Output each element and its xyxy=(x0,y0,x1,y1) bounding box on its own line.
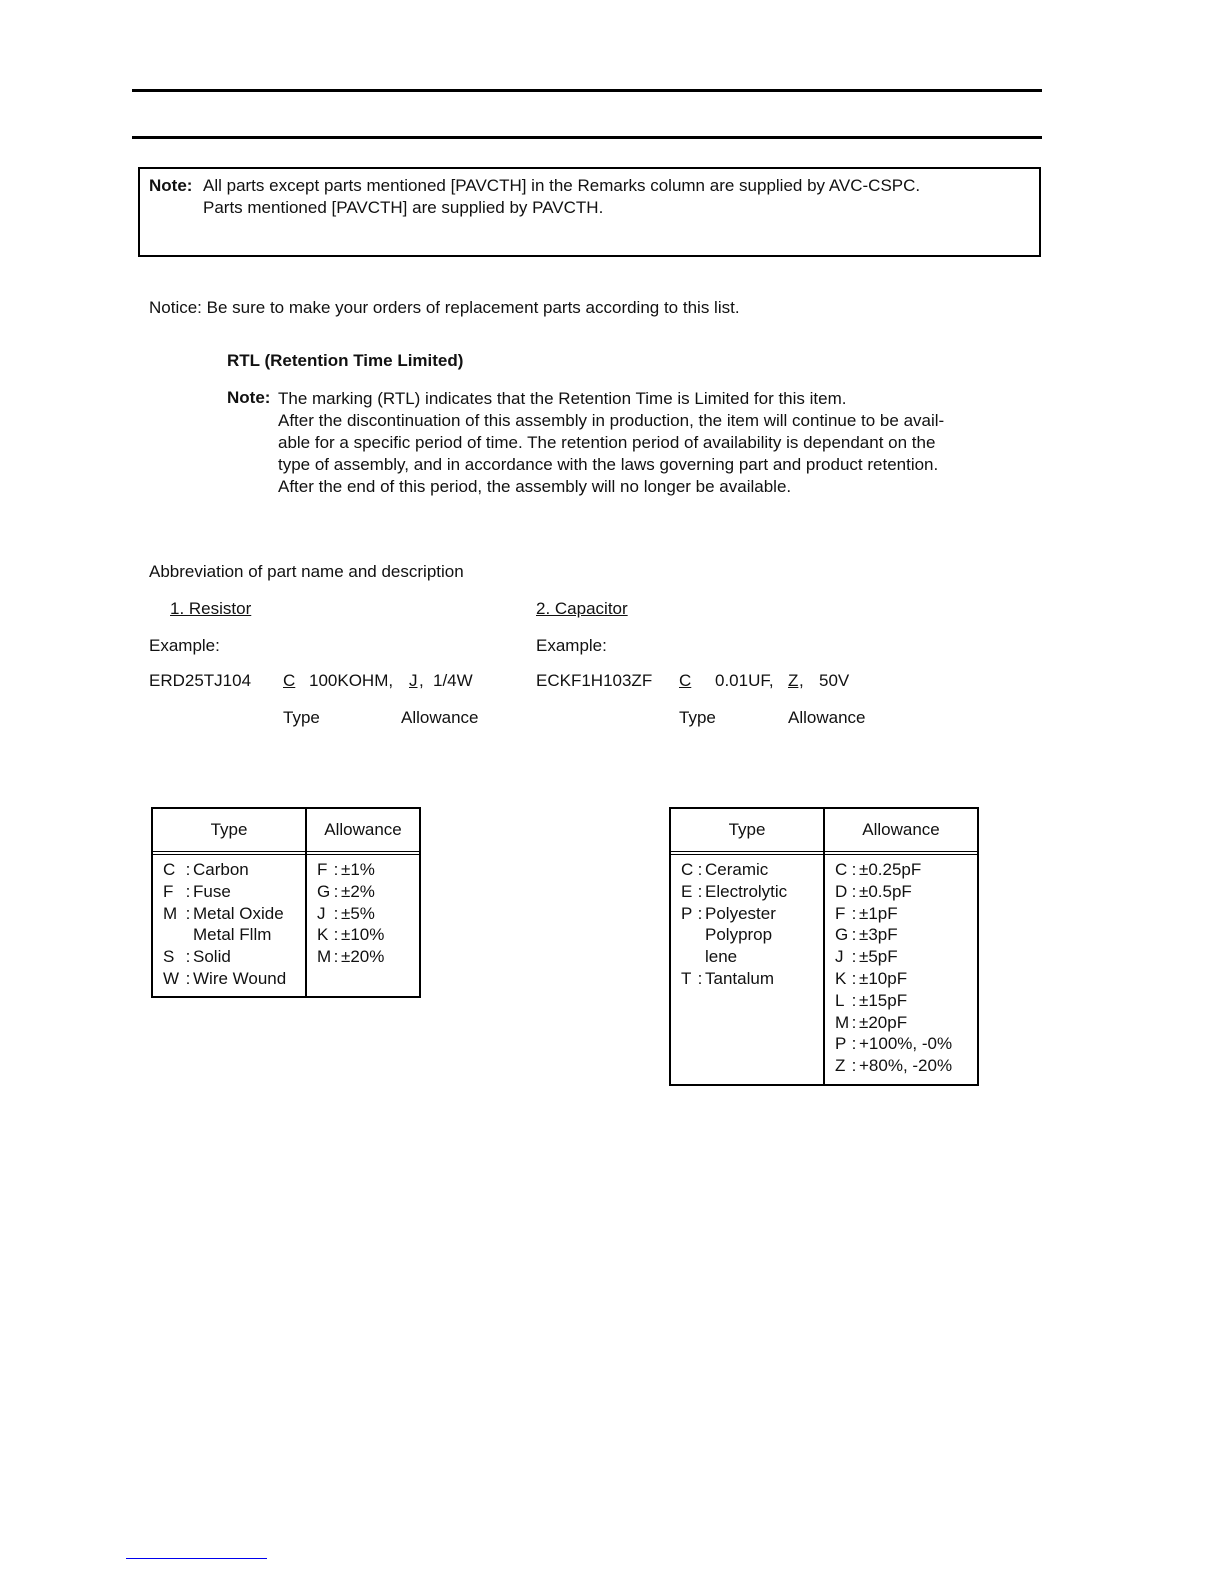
capacitor-example-value: 0.01UF, xyxy=(715,671,774,690)
resistor-allowance-header: Allowance xyxy=(307,809,419,855)
rtl-line: After the discontinuation of this assembly in production, the item will continue to be avail- xyxy=(278,411,945,430)
abbreviation-separator: : xyxy=(851,860,857,879)
abbreviation-description: +100%, -0% xyxy=(859,1034,953,1054)
abbreviation-separator: : xyxy=(185,968,191,988)
abbreviation-separator: : xyxy=(851,968,857,988)
abbreviation-code: Z xyxy=(835,1056,846,1076)
abbreviation-row xyxy=(163,881,305,903)
abbreviation-description: lene xyxy=(705,947,738,967)
abbreviation-code: J xyxy=(835,947,844,967)
capacitor-example-type-label: Type xyxy=(679,708,716,727)
abbreviation-row xyxy=(317,903,419,925)
resistor-type-column xyxy=(153,809,307,996)
abbreviation-code: M xyxy=(835,1012,850,1032)
abbreviation-separator: : xyxy=(851,881,857,901)
abbreviation-row xyxy=(163,903,305,925)
abbreviation-separator: : xyxy=(185,947,191,967)
abbreviation-row xyxy=(317,946,419,968)
abbreviation-code: F xyxy=(317,860,328,879)
resistor-type-list xyxy=(153,855,305,994)
abbreviation-heading: Abbreviation of part name and description xyxy=(149,562,464,581)
abbreviation-separator xyxy=(695,924,705,946)
abbreviation-description: Carbon xyxy=(193,860,249,879)
resistor-example-part-no: ERD25TJ104 xyxy=(149,671,252,690)
abbreviation-separator: : xyxy=(333,860,339,879)
abbreviation-row xyxy=(681,968,823,990)
abbreviation-code: D xyxy=(835,881,848,901)
abbreviation-description: ±0.25pF xyxy=(859,860,922,879)
capacitor-example-allowance-label: Allowance xyxy=(788,708,866,727)
abbreviation-row xyxy=(835,924,977,946)
abbreviation-description: +80%, -20% xyxy=(859,1056,953,1076)
abbreviation-code: E xyxy=(681,881,693,901)
abbreviation-separator: : xyxy=(185,860,191,879)
abbreviation-description: Fuse xyxy=(193,881,231,901)
abbreviation-row xyxy=(163,968,305,990)
resistor-example-rating: 1/4W xyxy=(433,671,473,690)
abbreviation-row xyxy=(835,881,977,903)
capacitor-example-part-no: ECKF1H103ZF xyxy=(536,671,653,690)
abbreviation-separator: : xyxy=(697,881,703,901)
abbreviation-description: ±5% xyxy=(341,903,375,923)
rtl-line: able for a specific period of time. The retention period of availability is dependant on the xyxy=(278,433,936,452)
capacitor-section-title: 2. Capacitor xyxy=(536,599,628,618)
abbreviation-description: ±2% xyxy=(341,881,375,901)
abbreviation-code: S xyxy=(163,947,175,967)
abbreviation-description: ±10pF xyxy=(859,968,908,988)
abbreviation-separator: : xyxy=(851,1056,857,1076)
abbreviation-row xyxy=(835,968,977,990)
abbreviation-separator: : xyxy=(333,947,339,967)
abbreviation-description: ±5pF xyxy=(859,947,898,967)
abbreviation-description: ±15pF xyxy=(859,990,908,1010)
capacitor-type-list xyxy=(671,855,823,994)
abbreviation-row xyxy=(317,859,419,881)
abbreviation-code: G xyxy=(835,925,849,945)
abbreviation-row xyxy=(835,1055,977,1077)
abbreviation-separator xyxy=(183,924,193,946)
abbreviation-separator: : xyxy=(851,1034,857,1054)
abbreviation-row xyxy=(163,924,305,946)
abbreviation-row xyxy=(163,859,305,881)
abbreviation-separator: : xyxy=(333,881,339,901)
abbreviation-description: Electrolytic xyxy=(705,881,788,901)
abbreviation-description: Metal Fllm xyxy=(193,925,272,945)
rtl-line: After the end of this period, the assembly will no longer be available. xyxy=(278,477,792,496)
rtl-heading: RTL (Retention Time Limited) xyxy=(227,351,464,370)
abbreviation-separator xyxy=(695,946,705,968)
rtl-note-label: Note: xyxy=(227,388,271,407)
abbreviation-row xyxy=(681,924,823,946)
capacitor-type-column xyxy=(671,809,825,1084)
abbreviation-description: Solid xyxy=(193,947,231,967)
header-rule-top xyxy=(132,89,1042,92)
abbreviation-separator: : xyxy=(851,903,857,923)
abbreviation-code: L xyxy=(835,990,845,1010)
supplier-note-line-2: Parts mentioned [PAVCTH] are supplied by PAVCTH. xyxy=(203,198,604,217)
abbreviation-code xyxy=(163,924,183,946)
abbreviation-description: Metal Oxide xyxy=(193,903,284,923)
resistor-section-title: 1. Resistor xyxy=(170,599,252,618)
abbreviation-code: G xyxy=(317,881,331,901)
abbreviation-separator: : xyxy=(697,968,703,988)
abbreviation-description: Polyprop xyxy=(705,925,773,945)
capacitor-type-header: Type xyxy=(671,809,823,855)
abbreviation-row xyxy=(835,903,977,925)
resistor-example-type-code: C xyxy=(283,671,296,690)
rtl-line: The marking (RTL) indicates that the Retention Time is Limited for this item. xyxy=(278,389,847,408)
abbreviation-code: C xyxy=(681,860,694,879)
resistor-type-header: Type xyxy=(153,809,305,855)
abbreviation-description: ±20% xyxy=(341,947,385,967)
order-notice: Notice: Be sure to make your orders of replacement parts according to this list. xyxy=(149,298,740,317)
abbreviation-row xyxy=(163,946,305,968)
resistor-example-allowance-code: J xyxy=(409,671,418,690)
capacitor-allowance-list xyxy=(825,855,977,1081)
supplier-note-line-1: All parts except parts mentioned [PAVCTH] in the Remarks column are supplied by AVC-CSPC. xyxy=(203,176,921,195)
abbreviation-separator: : xyxy=(333,925,339,945)
abbreviation-row xyxy=(835,1033,977,1055)
abbreviation-description: ±1% xyxy=(341,860,375,879)
abbreviation-description: Tantalum xyxy=(705,968,774,988)
capacitor-abbreviation-table xyxy=(669,807,979,1086)
abbreviation-code: K xyxy=(317,925,329,945)
capacitor-allowance-header: Allowance xyxy=(825,809,977,855)
abbreviation-description: ±0.5pF xyxy=(859,881,912,901)
rtl-note-text xyxy=(278,388,944,498)
abbreviation-row xyxy=(317,881,419,903)
resistor-example-type-label: Type xyxy=(283,708,320,727)
capacitor-example-label: Example: xyxy=(536,636,607,655)
abbreviation-row xyxy=(835,990,977,1012)
abbreviation-separator: : xyxy=(851,947,857,967)
abbreviation-code: C xyxy=(835,860,848,879)
rtl-line: type of assembly, and in accordance with the laws governing part and product retention. xyxy=(278,455,939,474)
abbreviation-description: Ceramic xyxy=(705,860,769,879)
abbreviation-row xyxy=(681,859,823,881)
abbreviation-row xyxy=(681,946,823,968)
abbreviation-code: M xyxy=(163,903,178,923)
abbreviation-description: ±1pF xyxy=(859,903,898,923)
abbreviation-code xyxy=(681,924,695,946)
abbreviation-code: F xyxy=(835,903,846,923)
abbreviation-code: P xyxy=(681,903,693,923)
supplier-note-label: Note: xyxy=(149,176,193,195)
resistor-example-value: 100KOHM, xyxy=(309,671,394,690)
resistor-example-allowance-label: Allowance xyxy=(401,708,479,727)
abbreviation-code: W xyxy=(163,968,180,988)
abbreviation-code: P xyxy=(835,1034,847,1054)
abbreviation-separator: : xyxy=(851,1012,857,1032)
abbreviation-code xyxy=(681,946,695,968)
abbreviation-row xyxy=(835,1012,977,1034)
abbreviation-row xyxy=(681,881,823,903)
abbreviation-description: ±20pF xyxy=(859,1012,908,1032)
abbreviation-code: M xyxy=(317,947,332,967)
abbreviation-description: Polyester xyxy=(705,903,776,923)
abbreviation-code: T xyxy=(681,968,692,988)
abbreviation-separator: : xyxy=(333,903,339,923)
abbreviation-row xyxy=(835,859,977,881)
resistor-example-label: Example: xyxy=(149,636,220,655)
abbreviation-description: Wire Wound xyxy=(193,968,287,988)
capacitor-example-comma: , xyxy=(799,671,804,690)
capacitor-example-type-code: C xyxy=(679,671,692,690)
abbreviation-code: C xyxy=(163,860,176,879)
capacitor-example-rating: 50V xyxy=(819,671,850,690)
footer-link-line xyxy=(126,1558,267,1559)
resistor-allowance-list xyxy=(307,855,419,972)
abbreviation-separator: : xyxy=(851,990,857,1010)
abbreviation-code: K xyxy=(835,968,847,988)
abbreviation-code: J xyxy=(317,903,326,923)
abbreviation-code: F xyxy=(163,881,174,901)
resistor-example-comma: , xyxy=(419,671,424,690)
abbreviation-separator: : xyxy=(185,881,191,901)
abbreviation-row xyxy=(681,903,823,925)
capacitor-example-allowance-code: Z xyxy=(788,671,799,690)
abbreviation-separator: : xyxy=(851,925,857,945)
abbreviation-separator: : xyxy=(697,860,703,879)
abbreviation-separator: : xyxy=(185,903,191,923)
abbreviation-separator: : xyxy=(697,903,703,923)
abbreviation-row xyxy=(835,946,977,968)
abbreviation-description: ±10% xyxy=(341,925,385,945)
header-rule-bottom xyxy=(132,136,1042,139)
resistor-abbreviation-table xyxy=(151,807,421,998)
abbreviation-description: ±3pF xyxy=(859,925,898,945)
resistor-allowance-column xyxy=(307,809,419,996)
abbreviation-row xyxy=(317,924,419,946)
capacitor-allowance-column xyxy=(825,809,977,1084)
